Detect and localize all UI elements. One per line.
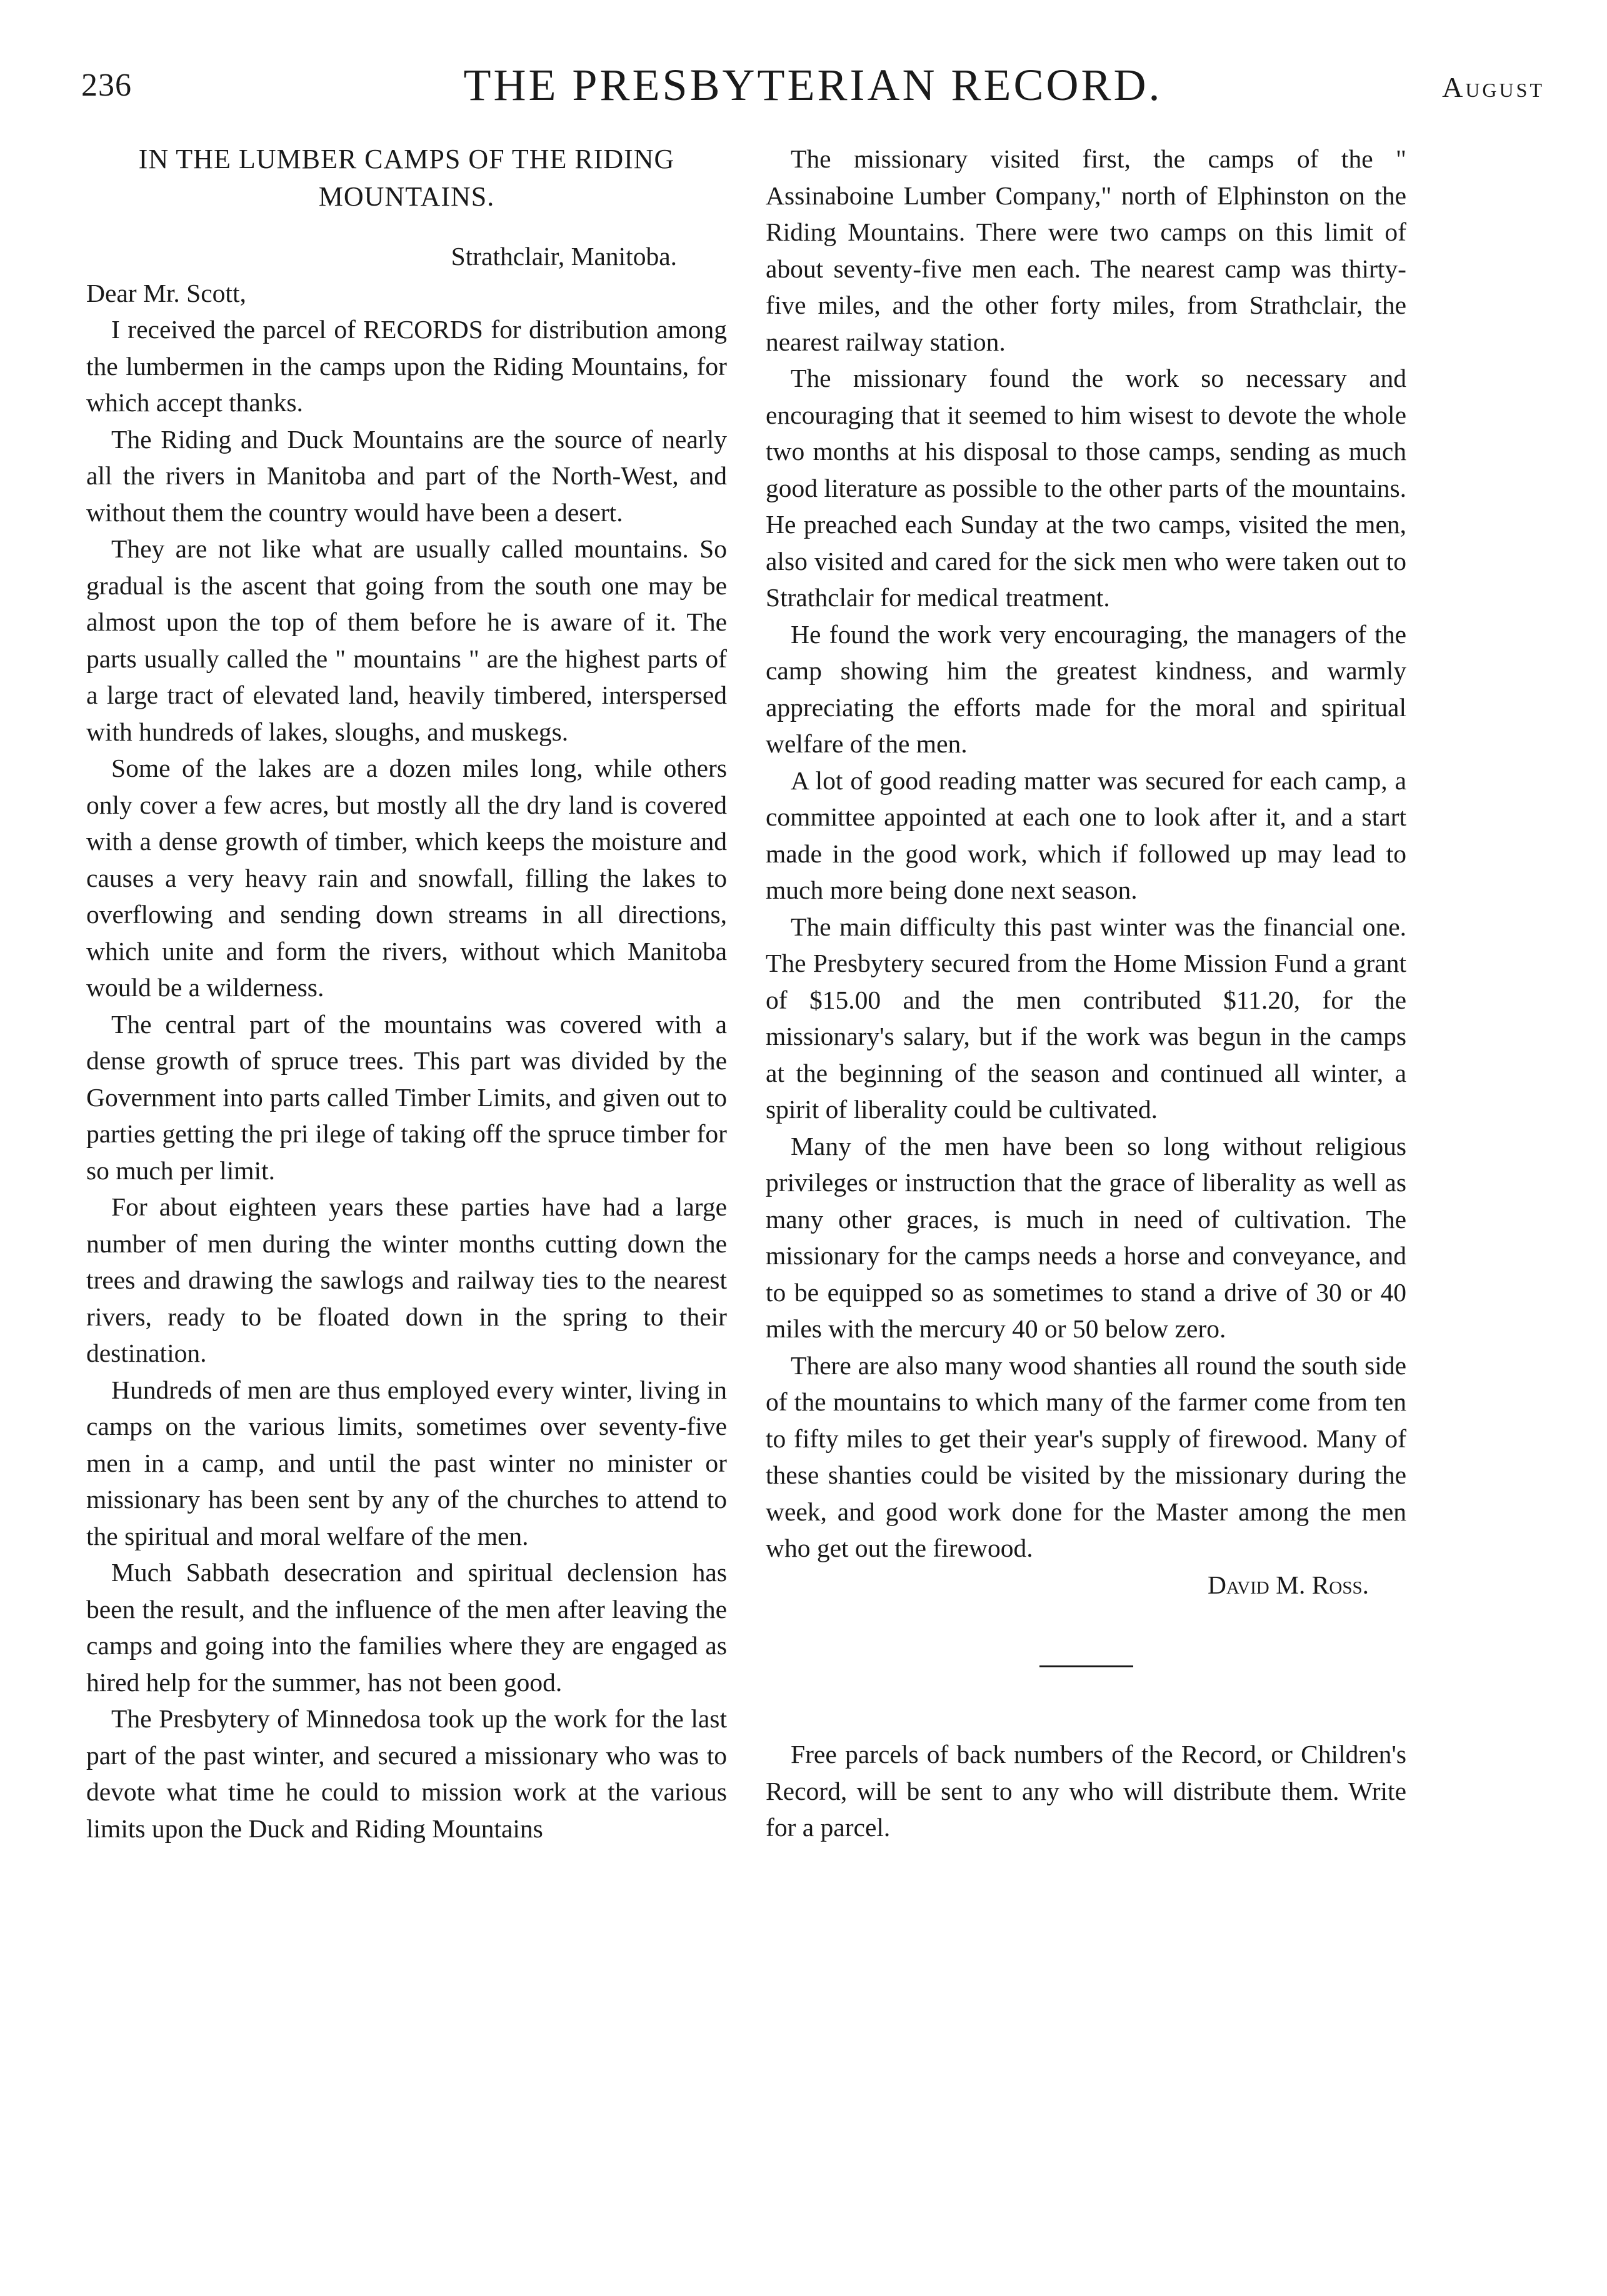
running-head	[81, 59, 1544, 116]
salutation: Dear Mr. Scott,	[86, 278, 246, 307]
dateline: Strathclair, Manitoba.	[451, 242, 677, 271]
paragraph: The Presbytery of Minnedosa took up the work for the last part of the past winter, and secured a missionary who was to devote what time he could to mission work at the various limits upon the Duck and Riding Mountains	[86, 1704, 727, 1843]
paragraph: They are not like what are usually called mountains. So gradual is the ascent that going from the south one may be almost upon the top of them before he is aware of it. The parts usually called the " mountains " are the highest parts of a large tract of elevated land, heavily timbered, interspersed with hundreds of lakes, sloughs, and muskegs.	[86, 534, 727, 746]
section-divider	[1039, 1665, 1133, 1667]
paragraph: The missionary visited first, the camps of the " Assinaboine Lumber Company," north of Elphinston on the Riding Mountains. There were two camps on this limit of about seventy-five men each. The nearest camp was thirty-five miles, and the other forty miles, from Strathclair, the nearest railway station.	[766, 144, 1406, 356]
paragraph: I received the parcel of RECORDS for distribution among the lumbermen in the camps upon the Riding Mountains, for which accept thanks.	[86, 315, 727, 417]
paragraph: Many of the men have been so long without religious privileges or instruction that the grace of liberality as well as many other graces, is much in need of cultivation. The missionary for the camps needs a horse and conveyance, and to be equipped so as sometimes to stand a drive of 30 or 40 miles with the mercury 40 or 50 below zero.	[766, 1131, 1406, 1343]
article-title: IN THE LUMBER CAMPS OF THE RIDING MOUNTAINS.	[138, 144, 675, 212]
paragraph: For about eighteen years these parties have had a large number of men during the winter months cutting down the trees and drawing the sawlogs and railway ties to the nearest rivers, ready to be floated down in the spring to their destination.	[86, 1192, 727, 1367]
signature: David M. Ross.	[1208, 1570, 1369, 1599]
notice: Free parcels of back numbers of the Record, or Children's Record, will be sent to any who will distribute them. Write for a parcel.	[766, 1740, 1406, 1842]
paragraph: A lot of good reading matter was secured for each camp, a committee appointed at each one to look after it, and a start made in the good work, which if followed up may lead to much more being done next season.	[766, 766, 1406, 904]
paragraph: The missionary found the work so necessary and encouraging that it seemed to him wisest to devote the whole two months at his disposal to those camps, sending as much good literature as possible to the other parts of the mountains. He preached each Sunday at the two camps, visited the men, also visited and cared for the sick men who were taken out to Strathclair for medical treatment.	[766, 364, 1406, 612]
paragraph: The central part of the mountains was covered with a dense growth of spruce trees. This part was divided by the Government into parts called Timber Limits, and given out to parties getting the pri ilege of taking off the spruce timber for so much per limit.	[86, 1009, 727, 1185]
paragraph: Much Sabbath desecration and spiritual declension has been the result, and the influence of the men after leaving the camps and going into the families where they are engaged as hired help for the summer, has not been good.	[86, 1558, 727, 1697]
page-number: 236	[81, 67, 132, 103]
paragraph: He found the work very encouraging, the managers of the camp showing him the greatest kindness, and warmly appreciating the efforts made for the moral and spiritual welfare of the men.	[766, 619, 1406, 758]
left-column	[86, 141, 727, 1847]
paragraph: The main difficulty this past winter was the financial one. The Presbytery secured from the Home Mission Fund a grant of $15.00 and the men contributed $11.20, for the missionary's salary, but if the work was begun in the camps at the beginning of the season and continued all winter, a spirit of liberality could be cultivated.	[766, 912, 1406, 1124]
paragraph: Some of the lakes are a dozen miles long, while others only cover a few acres, but mostly all the dry land is covered with a dense growth of timber, which keeps the moisture and causes a very heavy rain and snowfall, filling the lakes to overflowing and sending down streams in all directions, which unite and form the rivers, without which Manitoba would be a wilderness.	[86, 754, 727, 1002]
paragraph: Hundreds of men are thus employed every winter, living in camps on the various limits, sometimes over seventy-five men in a camp, and until the past winter no minister or missionary has been sent by any of the churches to attend to the spiritual and moral welfare of the men.	[86, 1375, 727, 1550]
paragraph: There are also many wood shanties all round the south side of the mountains to which many of the farmer come from ten to fifty miles to get their year's supply of firewood. Many of these shanties could be visited by the missionary during the week, and good work done for the Master among the men who get out the firewood.	[766, 1350, 1406, 1562]
right-column	[766, 141, 1406, 1846]
journal-title: THE PRESBYTERIAN RECORD.	[463, 60, 1163, 110]
issue-month: August	[1442, 71, 1544, 103]
paragraph: The Riding and Duck Mountains are the source of nearly all the rivers in Manitoba and part of the North-West, and without them the country would have been a desert.	[86, 424, 727, 527]
